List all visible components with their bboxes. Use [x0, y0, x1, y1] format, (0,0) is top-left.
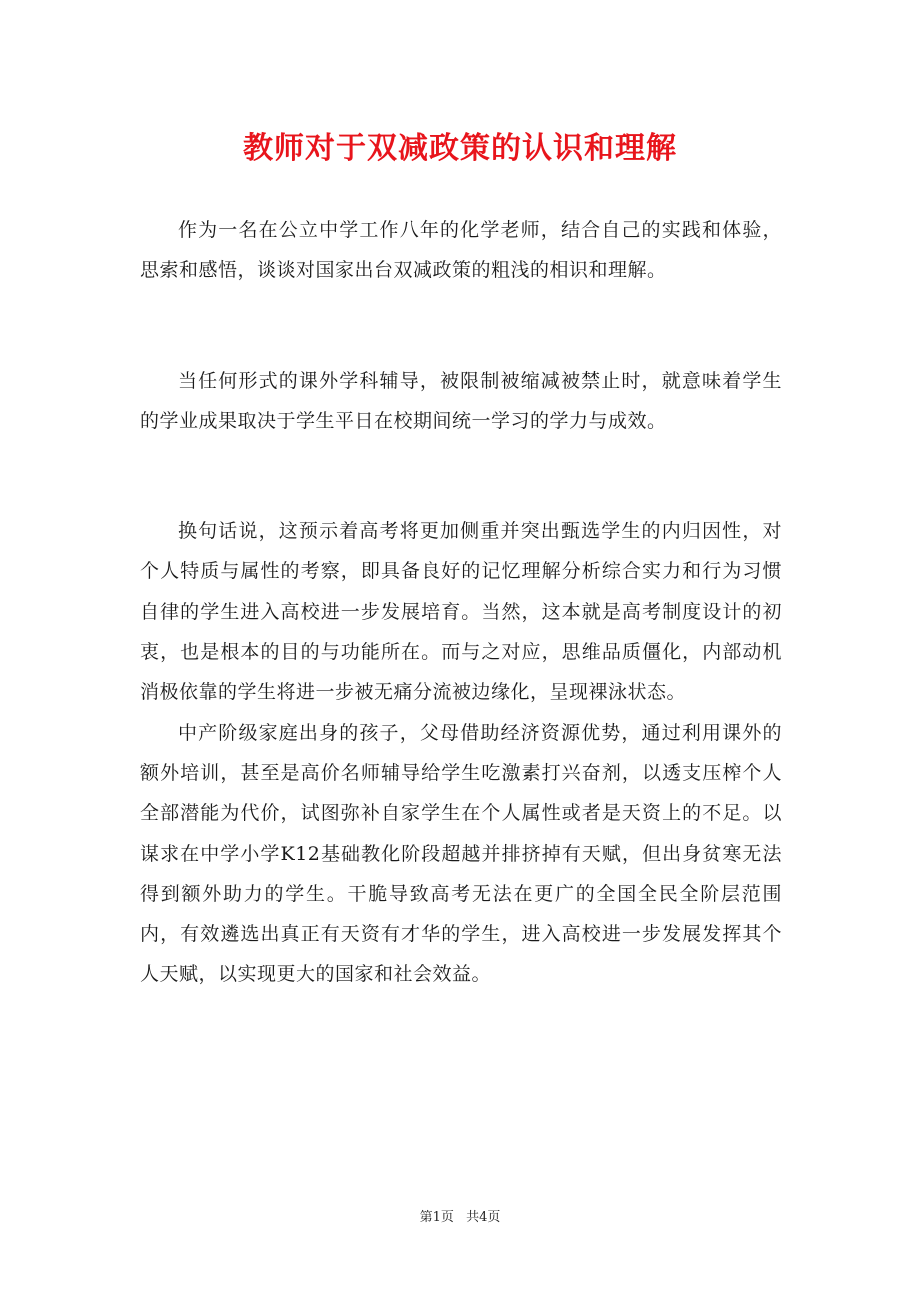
paragraph-spacer	[140, 291, 782, 361]
page-footer	[0, 1206, 920, 1225]
paragraph-middle-class: 中产阶级家庭出身的孩子，父母借助经济资源优势，通过利用课外的额外培训，甚至是高价名师辅导给学生吃激素打兴奋剂，以透支压榨个人全部潜能为代价，试图弥补自家学生在个人属性或者是天资上的不足。以谋求在中学小学K12基础教化阶段超越并排挤掉有天赋，但出身贫寒无法得到额外助力的学生。干脆导致高考无法在更广的全国全民全阶层范围内，有效遴选出真正有天资有才华的学生，进入高校进一步发展发挥其个人天赋，以实现更大的国家和社会效益。	[140, 721, 782, 986]
paragraph-exam-selection: 换句话说，这预示着高考将更加侧重并突出甄选学生的内归因性，对个人特质与属性的考察，即具备良好的记忆理解分析综合实力和行为习惯自律的学生进入高校进一步发展培育。当然，这本就是高考制度设计的初衷，也是根本的目的与功能所在。而与之对应，思维品质僵化，内部动机消极依靠的学生将进一步被无痛分流被边缘化，呈现裸泳状态。	[140, 520, 782, 704]
page-number-current: 第1页	[419, 1210, 454, 1225]
document-body	[140, 210, 782, 995]
page-number-total: 共4页	[466, 1210, 501, 1225]
paragraph-tutoring-limits: 当任何形式的课外学科辅导，被限制被缩减被禁止时，就意味着学生的学业成果取决于学生平日在校期间统一学习的学力与成效。	[140, 369, 782, 432]
paragraph-intro: 作为一名在公立中学工作八年的化学老师，结合自己的实践和体验，思索和感悟，谈谈对国家出台双减政策的粗浅的相识和理解。	[140, 219, 782, 282]
document-title: 教师对于双减政策的认识和理解	[243, 131, 677, 166]
paragraph-spacer	[140, 441, 782, 511]
